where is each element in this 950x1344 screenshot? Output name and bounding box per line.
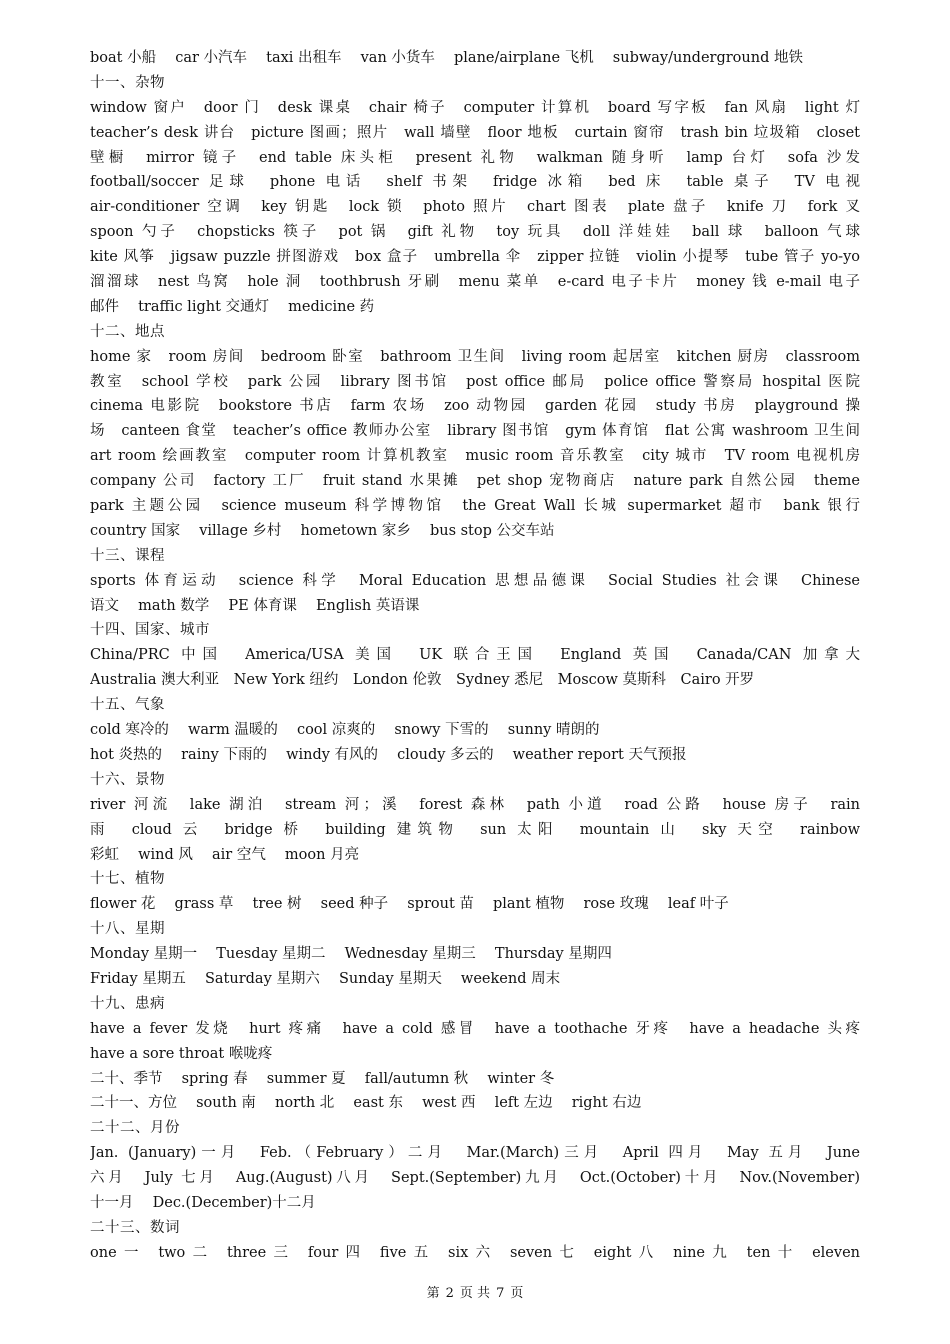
vocabulary-line: sports 体育运动 science 科学 Moral Education 思想品德课 Social Studies 社会课 Chinese — [90, 572, 860, 589]
vocabulary-line: park 主题公园 science museum 科学博物馆 the Great Wall 长城 supermarket 超市 bank 银行 — [90, 498, 860, 515]
vocabulary-line: China/PRC 中国 America/USA 美国 UK 联合王国 England 英国 Canada/CAN 加拿大 — [90, 647, 860, 664]
vocabulary-line: have a sore throat 喉咙疼 — [90, 1045, 273, 1062]
vocabulary-line: Australia 澳大利亚 New York 纽约 London 伦敦 Sydney 悉尼 Moscow 莫斯科 Cairo 开罗 — [90, 672, 755, 689]
vocabulary-line: 十一月 Dec.(December)十二月 — [90, 1194, 316, 1211]
vocabulary-line: Friday 星期五 Saturday 星期六 Sunday 星期天 weekend 周末 — [90, 970, 561, 987]
vocabulary-line: 邮件 traffic light 交通灯 medicine 药 — [90, 298, 375, 315]
vocabulary-line: 二十、季节 spring 春 summer 夏 fall/autumn 秋 winter 冬 — [90, 1070, 555, 1087]
vocabulary-line: country 国家 village 乡村 hometown 家乡 bus stop 公交车站 — [90, 522, 555, 539]
vocabulary-line: 彩虹 wind 风 air 空气 moon 月亮 — [90, 846, 360, 863]
section-heading: 十八、星期 — [90, 921, 165, 938]
footer-page-number: 2 — [445, 1286, 454, 1301]
section-heading: 十九、患病 — [90, 995, 165, 1012]
vocabulary-line: Monday 星期一 Tuesday 星期二 Wednesday 星期三 Thursday 星期四 — [90, 946, 612, 963]
vocabulary-line: have a fever 发烧 hurt 疼痛 have a cold 感冒 have a toothache 牙疼 have a headache 头疼 — [90, 1020, 860, 1037]
vocabulary-line: Jan. (January)一月 Feb.（February）二月 Mar.(March)三月 April 四月 May 五月 June — [90, 1145, 860, 1162]
vocabulary-line: art room 绘画教室 computer room 计算机教室 music room 音乐教室 city 城市 TV room 电视机房 — [90, 448, 860, 465]
vocabulary-line: teacher’s desk 讲台 picture 图画；照片 wall 墙壁 floor 地板 curtain 窗帘 trash bin 垃圾箱 closet — [90, 124, 860, 141]
vocabulary-line: 二十一、方位 south 南 north 北 east 东 west 西 left 左边 right 右边 — [90, 1095, 642, 1112]
vocabulary-line: 教室 school 学校 park 公园 library 图书馆 post office 邮局 police office 警察局 hospital 医院 — [90, 373, 860, 390]
section-heading: 十一、杂物 — [90, 74, 165, 91]
vocabulary-line: company 公司 factory 工厂 fruit stand 水果摊 pet shop 宠物商店 nature park 自然公园 theme — [90, 473, 860, 490]
section-heading: 十七、植物 — [90, 871, 165, 888]
footer-prefix: 第 — [426, 1286, 440, 1301]
vocabulary-line: 六月 July 七月 Aug.(August)八月 Sept.(September)九月 Oct.(October)十月 Nov.(November) — [90, 1170, 860, 1187]
section-heading: 十三、课程 — [90, 547, 165, 564]
vocabulary-line: kite 风筝 jigsaw puzzle 拼图游戏 box 盒子 umbrella 伞 zipper 拉链 violin 小提琴 tube 管子 yo-yo — [90, 249, 860, 266]
page-footer — [0, 1282, 950, 1301]
vocabulary-list — [90, 46, 860, 1266]
footer-suffix: 页 — [510, 1286, 524, 1301]
footer-mid: 页 共 — [459, 1286, 491, 1301]
vocabulary-line: cinema 电影院 bookstore 书店 farm 农场 zoo 动物园 garden 花园 study 书房 playground 操 — [90, 398, 860, 415]
section-heading: 十五、气象 — [90, 697, 165, 714]
vocabulary-line: home 家 room 房间 bedroom 卧室 bathroom 卫生间 living room 起居室 kitchen 厨房 classroom — [90, 348, 860, 365]
footer-total-pages: 7 — [496, 1286, 505, 1301]
vocabulary-line: river 河流 lake 湖泊 stream 河；溪 forest 森林 path 小道 road 公路 house 房子 rain — [90, 796, 860, 813]
vocabulary-line: 溜溜球 nest 鸟窝 hole 洞 toothbrush 牙刷 menu 菜单 e-card 电子卡片 money 钱 e-mail 电子 — [90, 274, 860, 291]
section-heading: 十四、国家、城市 — [90, 622, 210, 639]
vocabulary-line: cold 寒冷的 warm 温暖的 cool 凉爽的 snowy 下雪的 sunny 晴朗的 — [90, 722, 600, 739]
section-heading: 十六、景物 — [90, 771, 165, 788]
vocabulary-line: 壁橱 mirror 镜子 end table 床头柜 present 礼物 walkman 随身听 lamp 台灯 sofa 沙发 — [90, 149, 860, 166]
vocabulary-line: football/soccer 足球 phone 电话 shelf 书架 fridge 冰箱 bed 床 table 桌子 TV 电视 — [90, 174, 860, 191]
vocabulary-line: 场 canteen 食堂 teacher’s office 教师办公室 library 图书馆 gym 体育馆 flat 公寓 washroom 卫生间 — [90, 423, 860, 440]
vocabulary-line: one 一 two 二 three 三 four 四 five 五 six 六 seven 七 eight 八 nine 九 ten 十 eleven — [90, 1244, 860, 1261]
vocabulary-line: flower 花 grass 草 tree 树 seed 种子 sprout 苗 plant 植物 rose 玫瑰 leaf 叶子 — [90, 896, 729, 913]
vocabulary-line: spoon 勺子 chopsticks 筷子 pot 锅 gift 礼物 toy 玩具 doll 洋娃娃 ball 球 balloon 气球 — [90, 224, 860, 241]
vocabulary-line: 语文 math 数学 PE 体育课 English 英语课 — [90, 597, 420, 614]
vocabulary-line: air-conditioner 空调 key 钥匙 lock 锁 photo 照片 chart 图表 plate 盘子 knife 刀 fork 叉 — [90, 199, 860, 216]
vocabulary-line: boat 小船 car 小汽车 taxi 出租车 van 小货车 plane/airplane 飞机 subway/underground 地铁 — [90, 50, 803, 66]
vocabulary-line: 雨 cloud 云 bridge 桥 building 建筑物 sun 太阳 mountain 山 sky 天空 rainbow — [90, 821, 860, 838]
section-heading: 十二、地点 — [90, 323, 165, 340]
section-heading: 二十二、月份 — [90, 1120, 180, 1137]
vocabulary-line: hot 炎热的 rainy 下雨的 windy 有风的 cloudy 多云的 weather report 天气预报 — [90, 746, 687, 763]
vocabulary-line: window 窗户 door 门 desk 课桌 chair 椅子 computer 计算机 board 写字板 fan 风扇 light 灯 — [90, 99, 860, 116]
section-heading: 二十三、数词 — [90, 1219, 180, 1236]
